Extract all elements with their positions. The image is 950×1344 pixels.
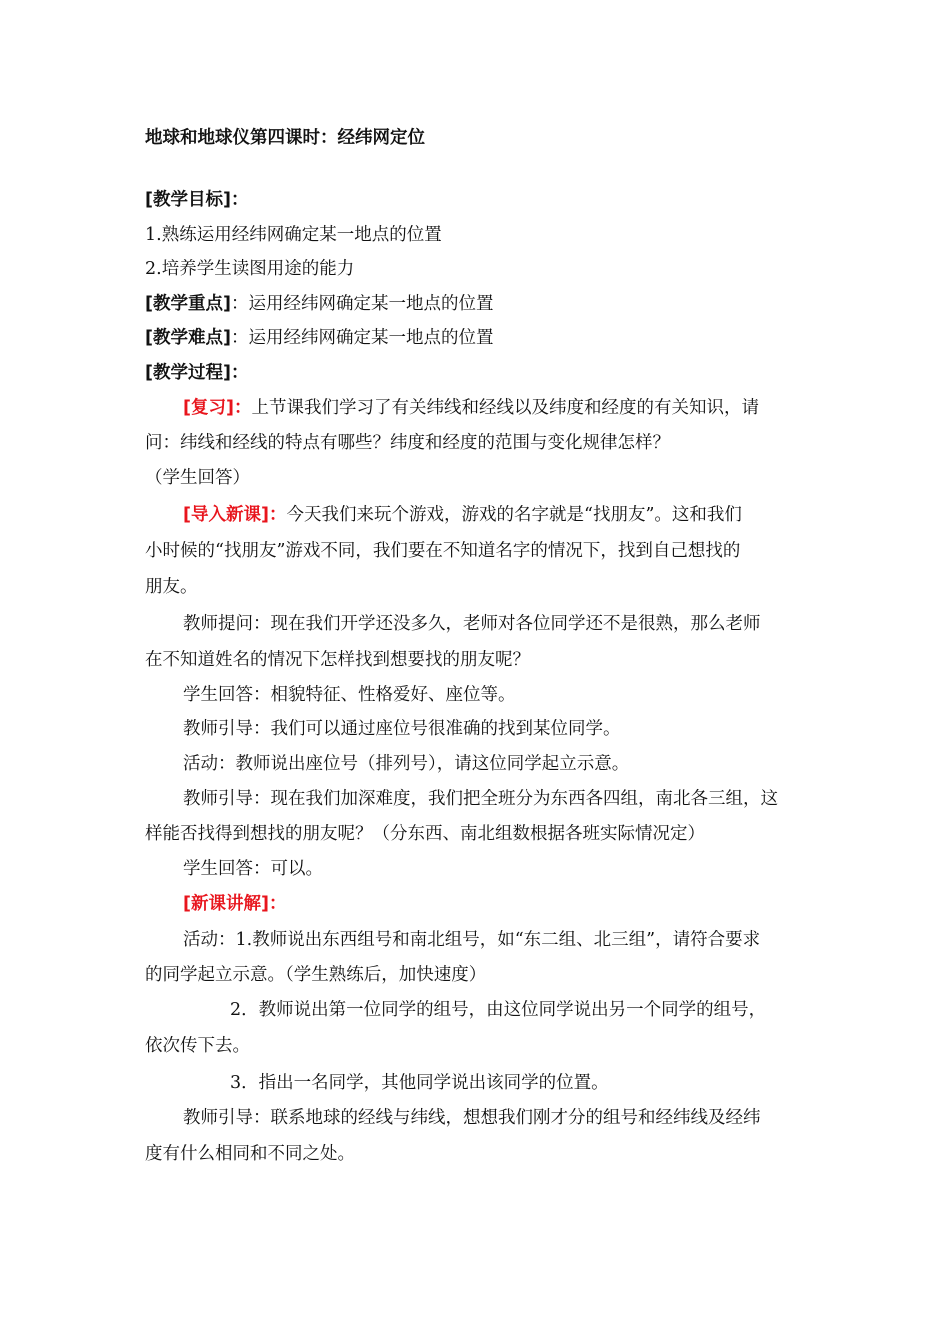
teacher-question: 在不知道姓名的情况下怎样找到想要找的朋友呢？ (145, 650, 530, 670)
lesson-title: 地球和地球仪第四课时：经纬网定位 (145, 128, 425, 148)
teacher-guide: 教师引导：联系地球的经线与纬线，想想我们刚才分的组号和经纬线及经纬 (183, 1108, 761, 1128)
difficulty-label: [教学难点] (145, 328, 231, 348)
teacher-guide: 度有什么相同和不同之处。 (145, 1144, 355, 1164)
process-heading: [教学过程]： (145, 363, 249, 383)
intro-text: 朋友。 (145, 577, 198, 597)
key-point-line (145, 292, 494, 316)
key-point-label: [教学重点] (145, 294, 231, 314)
difficulty-line (145, 326, 494, 350)
activity: 依次传下去。 (145, 1036, 250, 1056)
student-answer: （学生回答） (145, 468, 250, 488)
review-line (183, 396, 759, 420)
objective-item: 1.熟练运用经纬网确定某一地点的位置 (145, 225, 442, 245)
difficulty-text: ：运用经纬网确定某一地点的位置 (231, 328, 494, 348)
intro-label: [导入新课]： (183, 505, 287, 525)
activity: 2．教师说出第一位同学的组号，由这位同学说出另一个同学的组号， (230, 1000, 767, 1020)
key-point-text: ：运用经纬网确定某一地点的位置 (231, 294, 494, 314)
intro-text: 今天我们来玩个游戏，游戏的名字就是“找朋友”。这和我们 (286, 505, 742, 525)
activity: 的同学起立示意。（学生熟练后，加快速度） (145, 965, 487, 985)
review-label: [复习]： (183, 398, 252, 418)
teacher-guide: 教师引导：现在我们加深难度，我们把全班分为东西各四组，南北各三组，这 (183, 789, 778, 809)
objective-item: 2.培养学生读图用途的能力 (145, 259, 355, 279)
activity: 3．指出一名同学，其他同学说出该同学的位置。 (230, 1073, 609, 1093)
new-lesson-label: [新课讲解]： (183, 894, 287, 914)
activity: 活动：教师说出座位号（排列号），请这位同学起立示意。 (183, 754, 630, 774)
activity: 活动：1.教师说出东西组号和南北组号，如“东二组、北三组”，请符合要求 (183, 930, 761, 950)
review-text: 问：纬线和经线的特点有哪些？纬度和经度的范围与变化规律怎样？ (145, 433, 670, 453)
intro-line (183, 503, 742, 527)
review-text: 上节课我们学习了有关纬线和经线以及纬度和经度的有关知识，请 (251, 398, 759, 418)
teacher-guide: 样能否找得到想找的朋友呢？（分东西、南北组数根据各班实际情况定） (145, 824, 705, 844)
intro-text: 小时候的“找朋友”游戏不同，我们要在不知道名字的情况下，找到自己想找的 (145, 541, 741, 561)
student-answer: 学生回答：相貌特征、性格爱好、座位等。 (183, 685, 516, 705)
student-answer: 学生回答：可以。 (183, 859, 323, 879)
teacher-guide: 教师引导：我们可以通过座位号很准确的找到某位同学。 (183, 719, 621, 739)
objectives-heading: [教学目标]： (145, 190, 249, 210)
teacher-question: 教师提问：现在我们开学还没多久，老师对各位同学还不是很熟，那么老师 (183, 614, 761, 634)
